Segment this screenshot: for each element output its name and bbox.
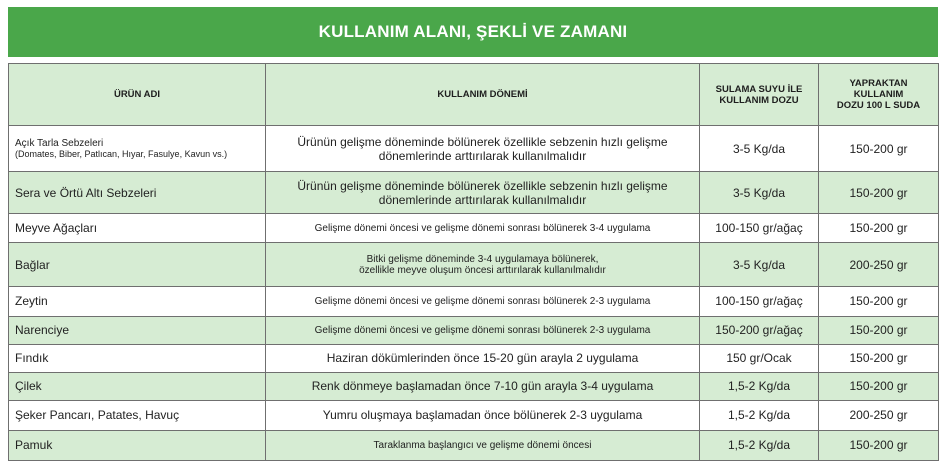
- product-cell: Narenciye: [9, 316, 266, 344]
- header-foliar-line1: YAPRAKTAN: [849, 78, 908, 89]
- irrigation-cell: 3-5 Kg/da: [700, 243, 819, 287]
- product-name: Açık Tarla Sebzeleri: [15, 138, 104, 150]
- header-foliar-line2: KULLANIM: [853, 89, 904, 100]
- usage-table: [8, 63, 939, 461]
- irrigation-cell: 150-200 gr/ağaç: [700, 316, 819, 344]
- period-cell: Gelişme dönemi öncesi ve gelişme dönemi sonrası bölünerek 2-3 uygulama: [266, 316, 700, 344]
- product-cell: [9, 126, 266, 172]
- period-line1: Bitki gelişme döneminde 3-4 uygulamaya bölünerek,: [366, 253, 599, 265]
- product-cell: Pamuk: [9, 430, 266, 460]
- period-cell: Taraklanma başlangıcı ve gelişme dönemi öncesi: [266, 430, 700, 460]
- table-row: [9, 316, 939, 344]
- header-row: [9, 64, 939, 126]
- product-cell: Şeker Pancarı, Patates, Havuç: [9, 400, 266, 430]
- irrigation-cell: 100-150 gr/ağaç: [700, 287, 819, 316]
- foliar-cell: 150-200 gr: [819, 316, 939, 344]
- product-cell: Çilek: [9, 372, 266, 400]
- header-foliar: [819, 64, 939, 126]
- period-cell: [266, 126, 700, 172]
- foliar-cell: 200-250 gr: [819, 243, 939, 287]
- table-row: [9, 372, 939, 400]
- foliar-cell: 150-200 gr: [819, 214, 939, 243]
- period-cell: Renk dönmeye başlamadan önce 7-10 gün arayla 3-4 uygulama: [266, 372, 700, 400]
- product-cell: Meyve Ağaçları: [9, 214, 266, 243]
- foliar-cell: 150-200 gr: [819, 430, 939, 460]
- period-cell: Gelişme dönemi öncesi ve gelişme dönemi sonrası bölünerek 3-4 uygulama: [266, 214, 700, 243]
- table-row: [9, 400, 939, 430]
- irrigation-cell: 150 gr/Ocak: [700, 344, 819, 372]
- irrigation-cell: 1,5-2 Kg/da: [700, 400, 819, 430]
- table-row: [9, 126, 939, 172]
- period-cell: Gelişme dönemi öncesi ve gelişme dönemi sonrası bölünerek 2-3 uygulama: [266, 287, 700, 316]
- header-irrigation-line1: SULAMA SUYU İLE: [715, 83, 803, 95]
- irrigation-cell: 3-5 Kg/da: [700, 172, 819, 214]
- header-irrigation-line2: KULLANIM DOZU: [719, 94, 799, 106]
- header-product: ÜRÜN ADI: [9, 64, 266, 126]
- irrigation-cell: 3-5 Kg/da: [700, 126, 819, 172]
- foliar-cell: 150-200 gr: [819, 172, 939, 214]
- product-cell: Zeytin: [9, 287, 266, 316]
- product-cell: Fındık: [9, 344, 266, 372]
- table-row: [9, 214, 939, 243]
- period-line1: Ürünün gelişme döneminde bölünerek özellikle sebzenin hızlı gelişme: [297, 134, 668, 149]
- foliar-cell: 150-200 gr: [819, 287, 939, 316]
- irrigation-cell: 1,5-2 Kg/da: [700, 372, 819, 400]
- period-cell: [266, 172, 700, 214]
- irrigation-cell: 100-150 gr/ağaç: [700, 214, 819, 243]
- header-period: KULLANIM DÖNEMİ: [266, 64, 700, 126]
- page-title: KULLANIM ALANI, ŞEKLİ VE ZAMANI: [8, 7, 938, 57]
- period-line2: dönemlerinde arttırılarak kullanılmalıdır: [378, 148, 587, 163]
- foliar-cell: 150-200 gr: [819, 126, 939, 172]
- irrigation-cell: 1,5-2 Kg/da: [700, 430, 819, 460]
- period-cell: Yumru oluşmaya başlamadan önce bölünerek 2-3 uygulama: [266, 400, 700, 430]
- table-row: [9, 287, 939, 316]
- product-cell: Sera ve Örtü Altı Sebzeleri: [9, 172, 266, 214]
- table-row: [9, 172, 939, 214]
- period-line2: dönemlerinde arttırılarak kullanılmalıdır: [378, 192, 587, 207]
- product-cell: Bağlar: [9, 243, 266, 287]
- header-foliar-line3: DOZU 100 L SUDA: [836, 100, 921, 111]
- table-row: [9, 430, 939, 460]
- period-cell: [266, 243, 700, 287]
- foliar-cell: 200-250 gr: [819, 400, 939, 430]
- table-row: [9, 344, 939, 372]
- period-cell: Haziran dökümlerinden önce 15-20 gün arayla 2 uygulama: [266, 344, 700, 372]
- product-subtitle: (Domates, Biber, Patlıcan, Hıyar, Fasulye, Kavun vs.): [15, 149, 228, 160]
- header-irrigation: [700, 64, 819, 126]
- table-row: [9, 243, 939, 287]
- foliar-cell: 150-200 gr: [819, 344, 939, 372]
- period-line2: özellikle meyve oluşum öncesi arttırılarak kullanılmalıdır: [359, 264, 606, 276]
- foliar-cell: 150-200 gr: [819, 372, 939, 400]
- period-line1: Ürünün gelişme döneminde bölünerek özellikle sebzenin hızlı gelişme: [297, 178, 668, 193]
